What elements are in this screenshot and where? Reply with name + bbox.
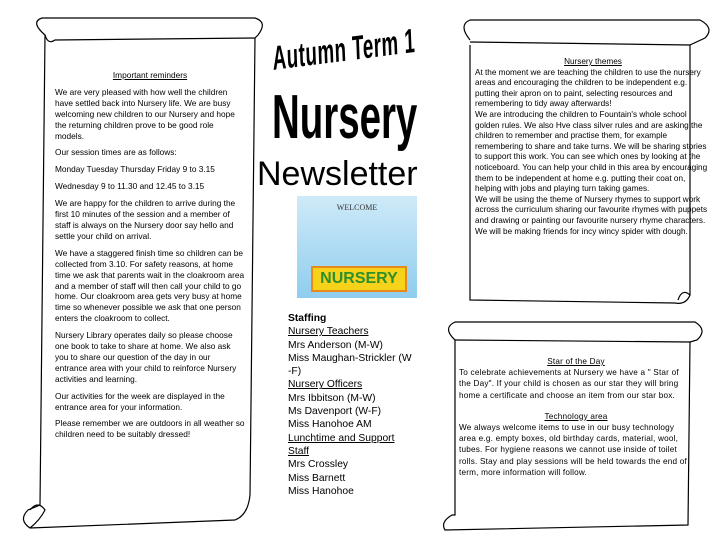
themes-paragraph: We will be using the theme of Nursery rhymes to support work across the curriculum sharing our favourite rhymes with puppets and drawing or painting our favourite nursery rhyme characters. We will be making friends for incy wincy spider with dough. <box>475 194 708 236</box>
reminder-paragraph: We are very pleased with how well the children have settled back into Nursery life. We are busy welcoming new children to our Nursery and hope the returning children prove to be good role models. <box>55 86 235 141</box>
staff-name: Miss Barnett <box>288 472 346 484</box>
reminder-paragraph: Please remember we are outdoors in all weather so children need to be suitably dressed! <box>55 418 245 440</box>
reminder-paragraph: Our activities for the week are displayed in the entrance area for your information. <box>55 390 225 412</box>
reminder-paragraph: Our session times are as follows: <box>55 147 177 158</box>
staff-name: Mrs Crossley <box>288 459 349 471</box>
welcome-nursery-image <box>297 196 417 298</box>
officers-heading: Nursery Officers <box>288 379 363 391</box>
staff-name: -F) <box>288 366 302 378</box>
staff-name: Mrs Anderson (M-W) <box>288 339 383 351</box>
staff-name: Miss Maughan-Strickler (W <box>288 352 412 364</box>
staff-name: Miss Hanohoe <box>288 485 354 497</box>
star-text: To celebrate achievements at Nursery we have a " Star of the Day". If your child is chosen as our star they will bring home a certificate and choose an item from our star box. <box>459 368 679 400</box>
reminder-paragraph: Nursery Library operates daily so please choose one book to take to share at home. We also ask you to share our question of the day in our entrance area with your child to reinforce Nursery activities and learning. <box>55 330 237 384</box>
staff-name: Ms Davenport (W-F) <box>288 406 382 418</box>
image-banner-text: NURSERY <box>311 266 407 292</box>
staff-name: Miss Hanohoe AM <box>288 419 372 431</box>
themes-paragraph: We are introducing the children to Fountain's whole school golden rules. We also Hve class silver rules and are asking the children to remember and practise them, for example remembering to share and take turns. We will be sharing stories to support this work. You can see which ones by looking at the noticeboard. You can help your child in this area by encouraging them to be independent at home e.g. putting their coat on, helping with jobs and playing turn taking games. <box>475 109 708 194</box>
image-welcome-text: WELCOME <box>336 203 378 212</box>
support-heading-cont: Staff <box>288 445 309 457</box>
staff-name: Mrs Ibbitson (M-W) <box>288 392 376 404</box>
title-term: Autumn Term 1 <box>272 21 417 78</box>
nursery-themes-section <box>475 57 711 237</box>
reminder-paragraph: Wednesday 9 to 11.30 and 12.45 to 3.15 <box>55 181 205 192</box>
themes-heading: Nursery themes <box>564 57 622 66</box>
technology-text: We always welcome items to use in our busy technology area e.g. empty boxes, old birthday cards, material, wool, tubes. For hygiene reasons we cannot use inside of toilet rolls. Stay and play sessions will be held towards the end of term, more information will follow. <box>459 423 687 477</box>
important-reminders-section <box>55 70 245 446</box>
support-heading: Lunchtime and Support <box>288 432 395 444</box>
staffing-section <box>288 312 433 498</box>
reminder-paragraph: We have a staggered finish time so children can be collected from 3.10. For safety reasons, at home time we ask that parents wait in the cloakroom area and a member of staff will then call your child to go home. Our cloakroom area gets very busy at home time so whenever possible we ask that one person enters the cloakroom to collect. <box>55 247 245 324</box>
title-newsletter: Newsletter <box>257 155 418 193</box>
themes-paragraph: At the moment we are teaching the children to use the nursery areas and encouraging the children to be independent e.g. putting their apron on to paint, selecting resources and remembering to tidy away afterwards! <box>475 67 701 109</box>
star-technology-section <box>459 356 693 478</box>
staffing-heading: Staffing <box>288 313 327 324</box>
reminder-paragraph: Monday Tuesday Thursday Friday 9 to 3.15 <box>55 164 215 175</box>
title-nursery: Nursery <box>272 83 418 152</box>
reminder-paragraph: We are happy for the children to arrive during the first 10 minutes of the session and a member of staff is always on the Nursery door say hello and settle your child on arrival. <box>55 198 236 241</box>
star-heading: Star of the Day <box>547 357 605 366</box>
technology-heading: Technology area <box>544 411 608 421</box>
teachers-heading: Nursery Teachers <box>288 326 369 338</box>
reminders-heading: Important reminders <box>112 70 188 80</box>
